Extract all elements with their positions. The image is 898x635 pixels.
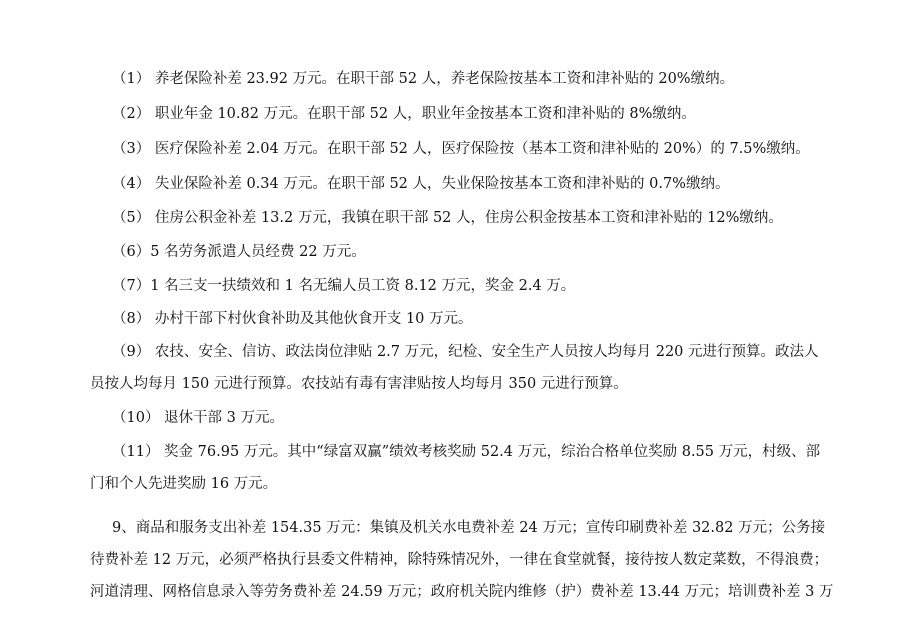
item-10-retired: （10） 退休干部 3 万元。 — [112, 410, 285, 426]
item-6-dispatch-staff: （6）5 名劳务派遣人员经费 22 万元。 — [112, 244, 366, 260]
section-9-goods-services: 9、商品和服务支出补差 154.35 万元：集镇及机关水电费补差 24 万元；宣传印刷费补差 32.82 万元；公务接 — [112, 520, 826, 536]
item-11-bonus-cont: 门和个人先进奖励 16 万元。 — [90, 476, 278, 492]
item-5-housing-fund: （5） 住房公积金补差 13.2 万元，我镇在职干部 52 人，住房公积金按基本工资和津补贴的 12%缴纳。 — [112, 210, 783, 226]
item-7-salary: （7）1 名三支一扶绩效和 1 名无编人员工资 8.12 万元，奖金 2.4 万。 — [112, 278, 576, 294]
item-9-allowance: （9） 农技、安全、信访、政法岗位津贴 2.7 万元，纪检、安全生产人员按人均每月 220 元进行预算。政法人 — [112, 344, 819, 360]
item-4-unemployment: （4） 失业保险补差 0.34 万元。在职干部 52 人，失业保险按基本工资和津补贴的 0.7%缴纳。 — [112, 176, 730, 192]
item-1-pension: （1） 养老保险补差 23.92 万元。在职干部 52 人，养老保险按基本工资和津补贴的 20%缴纳。 — [112, 71, 735, 87]
section-9-cont-1: 待费补差 12 万元，必须严格执行县委文件精神，除特殊情况外，一律在食堂就餐，接待按人数定菜数，不得浪费； — [90, 552, 829, 568]
item-2-annuity: （2） 职业年金 10.82 万元。在职干部 52 人，职业年金按基本工资和津补贴的 8%缴纳。 — [112, 106, 696, 122]
section-9-cont-2: 河道清理、网格信息录入等劳务费补差 24.59 万元；政府机关院内维修（护）费补差 13.44 万元；培训费补差 3 万 — [90, 584, 834, 600]
item-11-bonus: （11） 奖金 76.95 万元。其中“绿富双赢”绩效考核奖励 52.4 万元，综治合格单位奖励 8.55 万元，村级、部 — [112, 444, 821, 460]
item-3-medical: （3） 医疗保险补差 2.04 万元。在职干部 52 人，医疗保险按（基本工资和津补贴的 20%）的 7.5%缴纳。 — [112, 141, 810, 157]
item-9-allowance-cont: 员按人均每月 150 元进行预算。农技站有毒有害津贴按人均每月 350 元进行预算。 — [90, 376, 628, 392]
item-8-meal-subsidy: （8） 办村干部下村伙食补助及其他伙食开支 10 万元。 — [112, 311, 473, 327]
